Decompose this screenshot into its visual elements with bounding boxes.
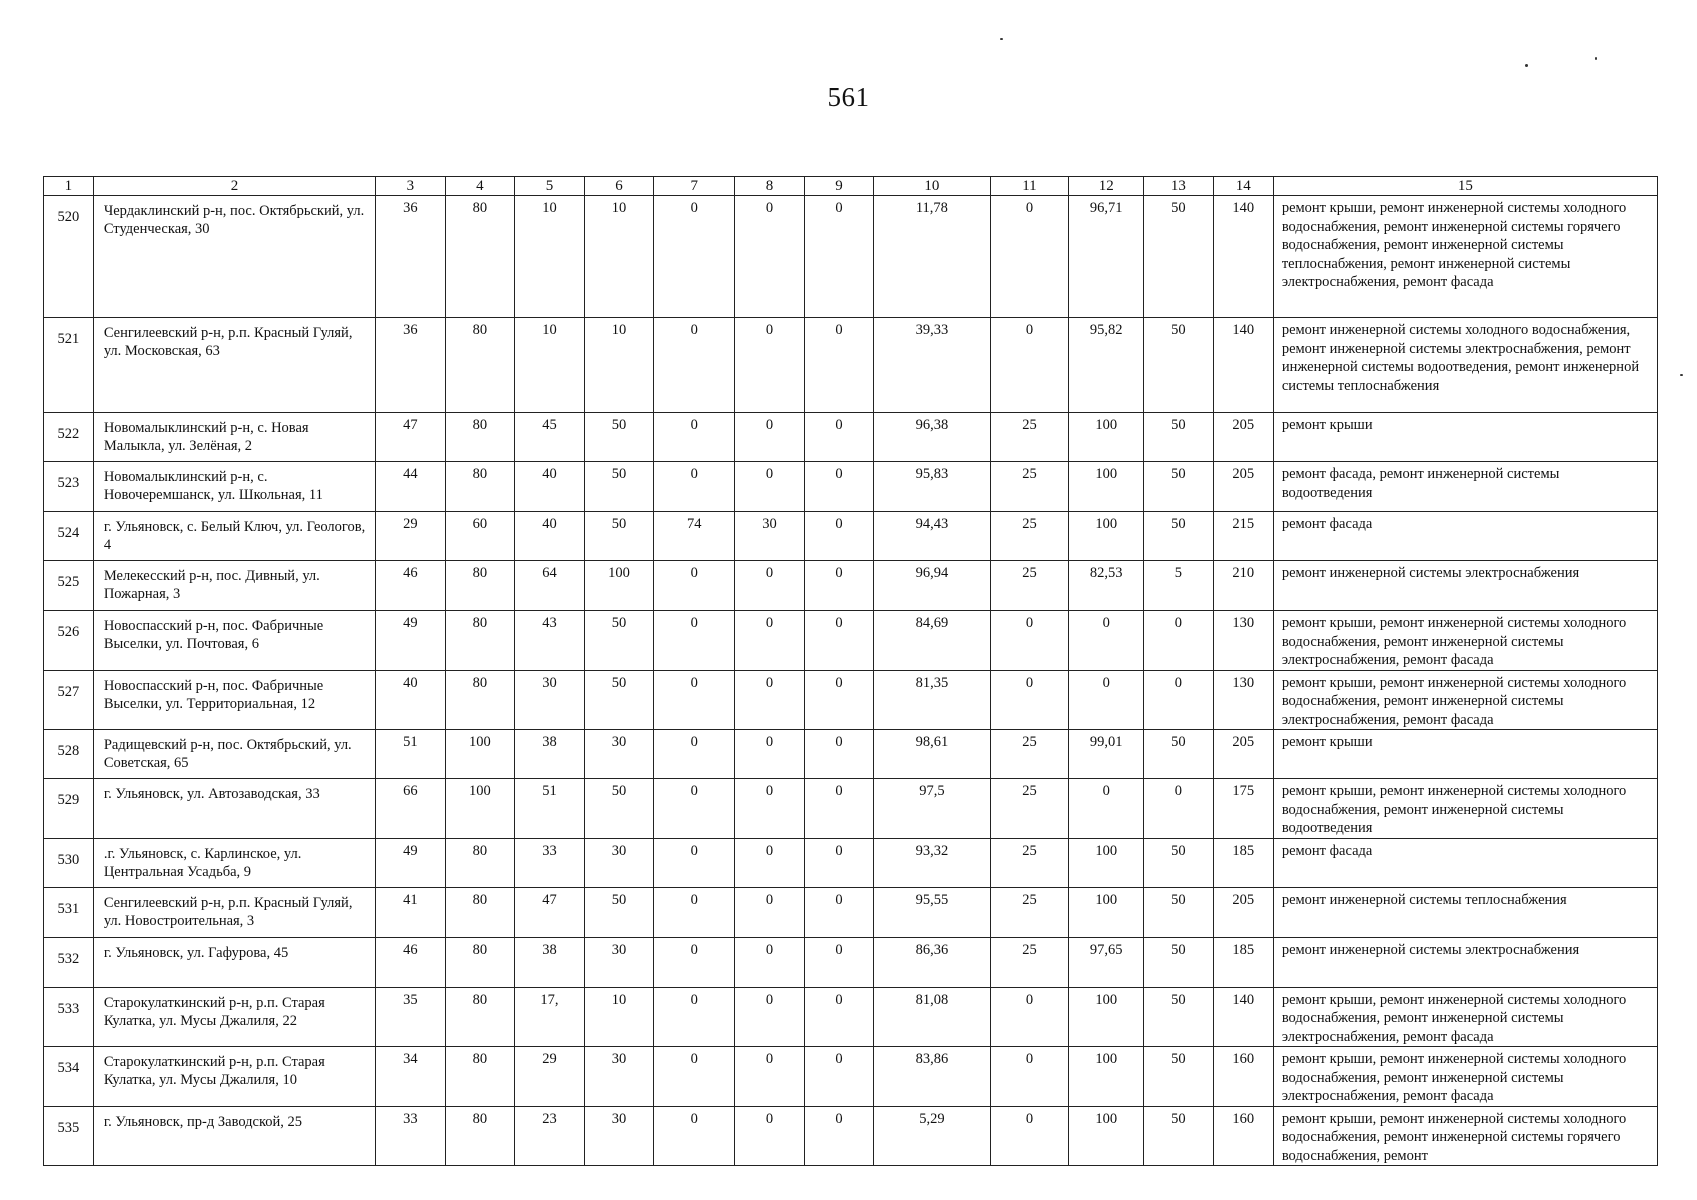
value-cell-c13: 0 [1144,779,1214,839]
value-cell-c7: 0 [654,838,735,887]
value-cell-c11: 25 [990,561,1069,611]
value-cell-c7: 0 [654,1047,735,1107]
value-cell-c9: 0 [804,670,874,730]
table-row [44,196,1658,318]
value-cell-c10: 39,33 [874,318,990,413]
value-cell-c11: 0 [990,1047,1069,1107]
works-cell: ремонт фасада, ремонт инженерной системы водоотведения [1273,462,1657,512]
value-cell-c12: 100 [1069,413,1144,462]
value-cell-c14: 140 [1213,196,1273,318]
value-cell-c12: 96,71 [1069,196,1144,318]
value-cell-c5: 29 [515,1047,585,1107]
value-cell-c5: 30 [515,670,585,730]
value-cell-c13: 50 [1144,196,1214,318]
value-cell-c6: 50 [584,887,654,937]
scan-speck [1525,64,1528,67]
value-cell-c13: 50 [1144,987,1214,1047]
value-cell-c13: 50 [1144,730,1214,779]
value-cell-c8: 0 [735,779,805,839]
works-cell: ремонт инженерной системы электроснабжения [1273,561,1657,611]
column-header: 13 [1144,177,1214,196]
value-cell-c6: 50 [584,611,654,671]
value-cell-c7: 0 [654,937,735,987]
address-cell: Новомалыклинский р-н, с. Новочеремшанск, ул. Школьная, 11 [93,462,375,512]
page-number: 561 [827,82,870,112]
value-cell-c9: 0 [804,196,874,318]
value-cell-c8: 30 [735,512,805,561]
value-cell-c12: 100 [1069,512,1144,561]
table-row [44,512,1658,561]
column-header: 4 [445,177,515,196]
value-cell-c7: 0 [654,413,735,462]
value-cell-c5: 10 [515,318,585,413]
value-cell-c11: 25 [990,512,1069,561]
value-cell-c4: 100 [445,730,515,779]
value-cell-c12: 100 [1069,462,1144,512]
row-number: 526 [44,611,94,671]
value-cell-c4: 80 [445,561,515,611]
row-number: 530 [44,838,94,887]
value-cell-c9: 0 [804,462,874,512]
value-cell-c13: 50 [1144,838,1214,887]
value-cell-c12: 97,65 [1069,937,1144,987]
value-cell-c5: 64 [515,561,585,611]
value-cell-c7: 0 [654,318,735,413]
table-row [44,838,1658,887]
row-number: 521 [44,318,94,413]
table-row [44,887,1658,937]
value-cell-c9: 0 [804,413,874,462]
value-cell-c10: 81,08 [874,987,990,1047]
value-cell-c11: 0 [990,670,1069,730]
value-cell-c4: 80 [445,611,515,671]
address-cell: .г. Ульяновск, с. Карлинское, ул. Центральная Усадьба, 9 [93,838,375,887]
value-cell-c12: 0 [1069,670,1144,730]
value-cell-c4: 80 [445,887,515,937]
value-cell-c9: 0 [804,318,874,413]
address-cell: Мелекесский р-н, пос. Дивный, ул. Пожарная, 3 [93,561,375,611]
value-cell-c10: 95,55 [874,887,990,937]
address-cell: Новоспасский р-н, пос. Фабричные Выселки, ул. Почтовая, 6 [93,611,375,671]
value-cell-c6: 30 [584,1047,654,1107]
address-cell: Чердаклинский р-н, пос. Октябрьский, ул. Студенческая, 30 [93,196,375,318]
value-cell-c4: 80 [445,838,515,887]
value-cell-c8: 0 [735,611,805,671]
value-cell-c11: 25 [990,887,1069,937]
value-cell-c10: 83,86 [874,1047,990,1107]
value-cell-c3: 36 [376,196,446,318]
value-cell-c7: 0 [654,561,735,611]
value-cell-c5: 40 [515,462,585,512]
value-cell-c5: 33 [515,838,585,887]
value-cell-c10: 97,5 [874,779,990,839]
value-cell-c9: 0 [804,1047,874,1107]
table-row [44,1047,1658,1107]
works-cell: ремонт крыши, ремонт инженерной системы холодного водоснабжения, ремонт инженерной системы электроснабжения, ремонт фасада [1273,670,1657,730]
value-cell-c13: 50 [1144,937,1214,987]
value-cell-c13: 50 [1144,512,1214,561]
value-cell-c14: 160 [1213,1047,1273,1107]
value-cell-c9: 0 [804,512,874,561]
value-cell-c3: 40 [376,670,446,730]
value-cell-c6: 30 [584,1106,654,1166]
value-cell-c14: 185 [1213,937,1273,987]
value-cell-c8: 0 [735,670,805,730]
row-number: 524 [44,512,94,561]
column-header: 12 [1069,177,1144,196]
value-cell-c12: 100 [1069,838,1144,887]
value-cell-c3: 44 [376,462,446,512]
value-cell-c4: 100 [445,779,515,839]
value-cell-c6: 10 [584,196,654,318]
value-cell-c13: 5 [1144,561,1214,611]
address-cell: г. Ульяновск, с. Белый Ключ, ул. Геологов, 4 [93,512,375,561]
value-cell-c3: 36 [376,318,446,413]
column-header: 3 [376,177,446,196]
value-cell-c8: 0 [735,196,805,318]
column-header: 6 [584,177,654,196]
value-cell-c7: 0 [654,987,735,1047]
value-cell-c11: 25 [990,413,1069,462]
column-header: 7 [654,177,735,196]
table-row [44,987,1658,1047]
value-cell-c11: 25 [990,730,1069,779]
value-cell-c6: 50 [584,413,654,462]
value-cell-c5: 38 [515,730,585,779]
address-cell: Старокулаткинский р-н, р.п. Старая Кулатка, ул. Мусы Джалиля, 10 [93,1047,375,1107]
value-cell-c14: 160 [1213,1106,1273,1166]
value-cell-c8: 0 [735,937,805,987]
repair-table [43,176,1658,1166]
address-cell: Новоспасский р-н, пос. Фабричные Выселки, ул. Территориальная, 12 [93,670,375,730]
address-cell: Старокулаткинский р-н, р.п. Старая Кулатка, ул. Мусы Джалиля, 22 [93,987,375,1047]
value-cell-c10: 84,69 [874,611,990,671]
value-cell-c8: 0 [735,413,805,462]
value-cell-c3: 41 [376,887,446,937]
value-cell-c13: 0 [1144,611,1214,671]
column-header: 2 [93,177,375,196]
value-cell-c7: 74 [654,512,735,561]
value-cell-c5: 51 [515,779,585,839]
value-cell-c13: 50 [1144,318,1214,413]
value-cell-c14: 210 [1213,561,1273,611]
value-cell-c8: 0 [735,561,805,611]
value-cell-c14: 175 [1213,779,1273,839]
works-cell: ремонт крыши, ремонт инженерной системы холодного водоснабжения, ремонт инженерной системы электроснабжения, ремонт фасада [1273,987,1657,1047]
row-number: 529 [44,779,94,839]
scan-speck [1680,374,1683,376]
value-cell-c10: 93,32 [874,838,990,887]
value-cell-c6: 50 [584,779,654,839]
address-cell: Радищевский р-н, пос. Октябрьский, ул. Советская, 65 [93,730,375,779]
value-cell-c3: 46 [376,937,446,987]
table-row [44,670,1658,730]
value-cell-c12: 100 [1069,1106,1144,1166]
column-header: 14 [1213,177,1273,196]
value-cell-c6: 50 [584,670,654,730]
row-number: 527 [44,670,94,730]
row-number: 535 [44,1106,94,1166]
works-cell: ремонт крыши, ремонт инженерной системы холодного водоснабжения, ремонт инженерной системы горячего водоснабжения, ремонт [1273,1106,1657,1166]
works-cell: ремонт фасада [1273,838,1657,887]
value-cell-c3: 29 [376,512,446,561]
works-cell: ремонт крыши, ремонт инженерной системы холодного водоснабжения, ремонт инженерной системы горячего водоснабжения, ремонт инженерной системы теплоснабжения, ремонт инженерной системы электроснабжения, ремонт фасада [1273,196,1657,318]
value-cell-c12: 100 [1069,987,1144,1047]
value-cell-c6: 100 [584,561,654,611]
table-row [44,318,1658,413]
row-number: 528 [44,730,94,779]
value-cell-c4: 80 [445,987,515,1047]
value-cell-c9: 0 [804,1106,874,1166]
value-cell-c5: 45 [515,413,585,462]
address-cell: г. Ульяновск, ул. Автозаводская, 33 [93,779,375,839]
value-cell-c14: 205 [1213,730,1273,779]
value-cell-c4: 80 [445,462,515,512]
value-cell-c9: 0 [804,730,874,779]
value-cell-c11: 0 [990,611,1069,671]
value-cell-c12: 82,53 [1069,561,1144,611]
row-number: 531 [44,887,94,937]
value-cell-c8: 0 [735,462,805,512]
works-cell: ремонт крыши, ремонт инженерной системы холодного водоснабжения, ремонт инженерной системы электроснабжения, ремонт фасада [1273,1047,1657,1107]
column-header: 1 [44,177,94,196]
value-cell-c14: 185 [1213,838,1273,887]
value-cell-c14: 205 [1213,462,1273,512]
value-cell-c6: 10 [584,318,654,413]
column-header: 8 [735,177,805,196]
value-cell-c9: 0 [804,838,874,887]
value-cell-c6: 50 [584,462,654,512]
table-row [44,730,1658,779]
row-number: 523 [44,462,94,512]
value-cell-c4: 80 [445,1106,515,1166]
value-cell-c13: 50 [1144,1106,1214,1166]
value-cell-c14: 140 [1213,987,1273,1047]
value-cell-c5: 47 [515,887,585,937]
value-cell-c10: 96,94 [874,561,990,611]
value-cell-c12: 100 [1069,1047,1144,1107]
value-cell-c5: 38 [515,937,585,987]
value-cell-c6: 50 [584,512,654,561]
value-cell-c4: 80 [445,1047,515,1107]
value-cell-c7: 0 [654,887,735,937]
value-cell-c5: 40 [515,512,585,561]
value-cell-c13: 50 [1144,887,1214,937]
value-cell-c9: 0 [804,887,874,937]
table-row [44,462,1658,512]
value-cell-c9: 0 [804,611,874,671]
address-cell: Новомалыклинский р-н, с. Новая Малыкла, ул. Зелёная, 2 [93,413,375,462]
scan-speck [1595,57,1597,60]
address-cell: г. Ульяновск, ул. Гафурова, 45 [93,937,375,987]
value-cell-c8: 0 [735,730,805,779]
value-cell-c11: 0 [990,318,1069,413]
value-cell-c14: 205 [1213,413,1273,462]
value-cell-c3: 51 [376,730,446,779]
value-cell-c4: 80 [445,937,515,987]
value-cell-c3: 46 [376,561,446,611]
value-cell-c7: 0 [654,779,735,839]
value-cell-c10: 98,61 [874,730,990,779]
row-number: 533 [44,987,94,1047]
table-row [44,1106,1658,1166]
value-cell-c10: 11,78 [874,196,990,318]
value-cell-c8: 0 [735,987,805,1047]
value-cell-c14: 215 [1213,512,1273,561]
value-cell-c9: 0 [804,779,874,839]
row-number: 522 [44,413,94,462]
column-header: 5 [515,177,585,196]
address-cell: г. Ульяновск, пр-д Заводской, 25 [93,1106,375,1166]
value-cell-c13: 50 [1144,462,1214,512]
repair-table-container [43,176,1658,1166]
works-cell: ремонт инженерной системы электроснабжения [1273,937,1657,987]
row-number: 532 [44,937,94,987]
value-cell-c9: 0 [804,987,874,1047]
works-cell: ремонт инженерной системы холодного водоснабжения, ремонт инженерной системы электроснабжения, ремонт инженерной системы водоотведения, ремонт инженерной системы теплоснабжения [1273,318,1657,413]
value-cell-c3: 47 [376,413,446,462]
value-cell-c4: 60 [445,512,515,561]
value-cell-c7: 0 [654,462,735,512]
value-cell-c14: 130 [1213,670,1273,730]
value-cell-c8: 0 [735,887,805,937]
works-cell: ремонт инженерной системы теплоснабжения [1273,887,1657,937]
value-cell-c6: 30 [584,730,654,779]
table-row [44,937,1658,987]
value-cell-c5: 43 [515,611,585,671]
value-cell-c12: 99,01 [1069,730,1144,779]
works-cell: ремонт фасада [1273,512,1657,561]
value-cell-c14: 205 [1213,887,1273,937]
value-cell-c8: 0 [735,318,805,413]
value-cell-c8: 0 [735,1106,805,1166]
row-number: 520 [44,196,94,318]
value-cell-c8: 0 [735,1047,805,1107]
value-cell-c10: 5,29 [874,1106,990,1166]
value-cell-c4: 80 [445,318,515,413]
value-cell-c10: 86,36 [874,937,990,987]
scan-speck [1000,38,1003,40]
value-cell-c3: 35 [376,987,446,1047]
value-cell-c13: 0 [1144,670,1214,730]
value-cell-c6: 10 [584,987,654,1047]
value-cell-c7: 0 [654,730,735,779]
value-cell-c7: 0 [654,611,735,671]
value-cell-c11: 0 [990,987,1069,1047]
value-cell-c4: 80 [445,413,515,462]
value-cell-c13: 50 [1144,413,1214,462]
value-cell-c11: 25 [990,779,1069,839]
column-number-row [44,177,1658,196]
address-cell: Сенгилеевский р-н, р.п. Красный Гуляй, ул. Новостроительная, 3 [93,887,375,937]
value-cell-c10: 94,43 [874,512,990,561]
value-cell-c9: 0 [804,937,874,987]
value-cell-c4: 80 [445,670,515,730]
column-header: 9 [804,177,874,196]
value-cell-c8: 0 [735,838,805,887]
row-number: 534 [44,1047,94,1107]
value-cell-c7: 0 [654,1106,735,1166]
table-row [44,779,1658,839]
value-cell-c5: 10 [515,196,585,318]
works-cell: ремонт крыши [1273,413,1657,462]
value-cell-c12: 100 [1069,887,1144,937]
table-row [44,413,1658,462]
table-row [44,611,1658,671]
value-cell-c12: 0 [1069,779,1144,839]
value-cell-c4: 80 [445,196,515,318]
row-number: 525 [44,561,94,611]
value-cell-c3: 49 [376,838,446,887]
value-cell-c6: 30 [584,838,654,887]
value-cell-c10: 95,83 [874,462,990,512]
value-cell-c11: 25 [990,838,1069,887]
value-cell-c12: 95,82 [1069,318,1144,413]
value-cell-c14: 140 [1213,318,1273,413]
value-cell-c11: 25 [990,462,1069,512]
value-cell-c3: 49 [376,611,446,671]
value-cell-c3: 66 [376,779,446,839]
value-cell-c7: 0 [654,196,735,318]
address-cell: Сенгилеевский р-н, р.п. Красный Гуляй, ул. Московская, 63 [93,318,375,413]
works-cell: ремонт крыши, ремонт инженерной системы холодного водоснабжения, ремонт инженерной системы водоотведения [1273,779,1657,839]
column-header: 11 [990,177,1069,196]
value-cell-c14: 130 [1213,611,1273,671]
value-cell-c11: 0 [990,1106,1069,1166]
table-body [44,196,1658,1166]
value-cell-c3: 34 [376,1047,446,1107]
value-cell-c12: 0 [1069,611,1144,671]
value-cell-c5: 17, [515,987,585,1047]
value-cell-c13: 50 [1144,1047,1214,1107]
value-cell-c3: 33 [376,1106,446,1166]
value-cell-c10: 96,38 [874,413,990,462]
column-header: 15 [1273,177,1657,196]
value-cell-c11: 0 [990,196,1069,318]
works-cell: ремонт крыши, ремонт инженерной системы холодного водоснабжения, ремонт инженерной системы электроснабжения, ремонт фасада [1273,611,1657,671]
value-cell-c10: 81,35 [874,670,990,730]
value-cell-c9: 0 [804,561,874,611]
column-header: 10 [874,177,990,196]
works-cell: ремонт крыши [1273,730,1657,779]
value-cell-c11: 25 [990,937,1069,987]
value-cell-c5: 23 [515,1106,585,1166]
table-row [44,561,1658,611]
value-cell-c7: 0 [654,670,735,730]
value-cell-c6: 30 [584,937,654,987]
